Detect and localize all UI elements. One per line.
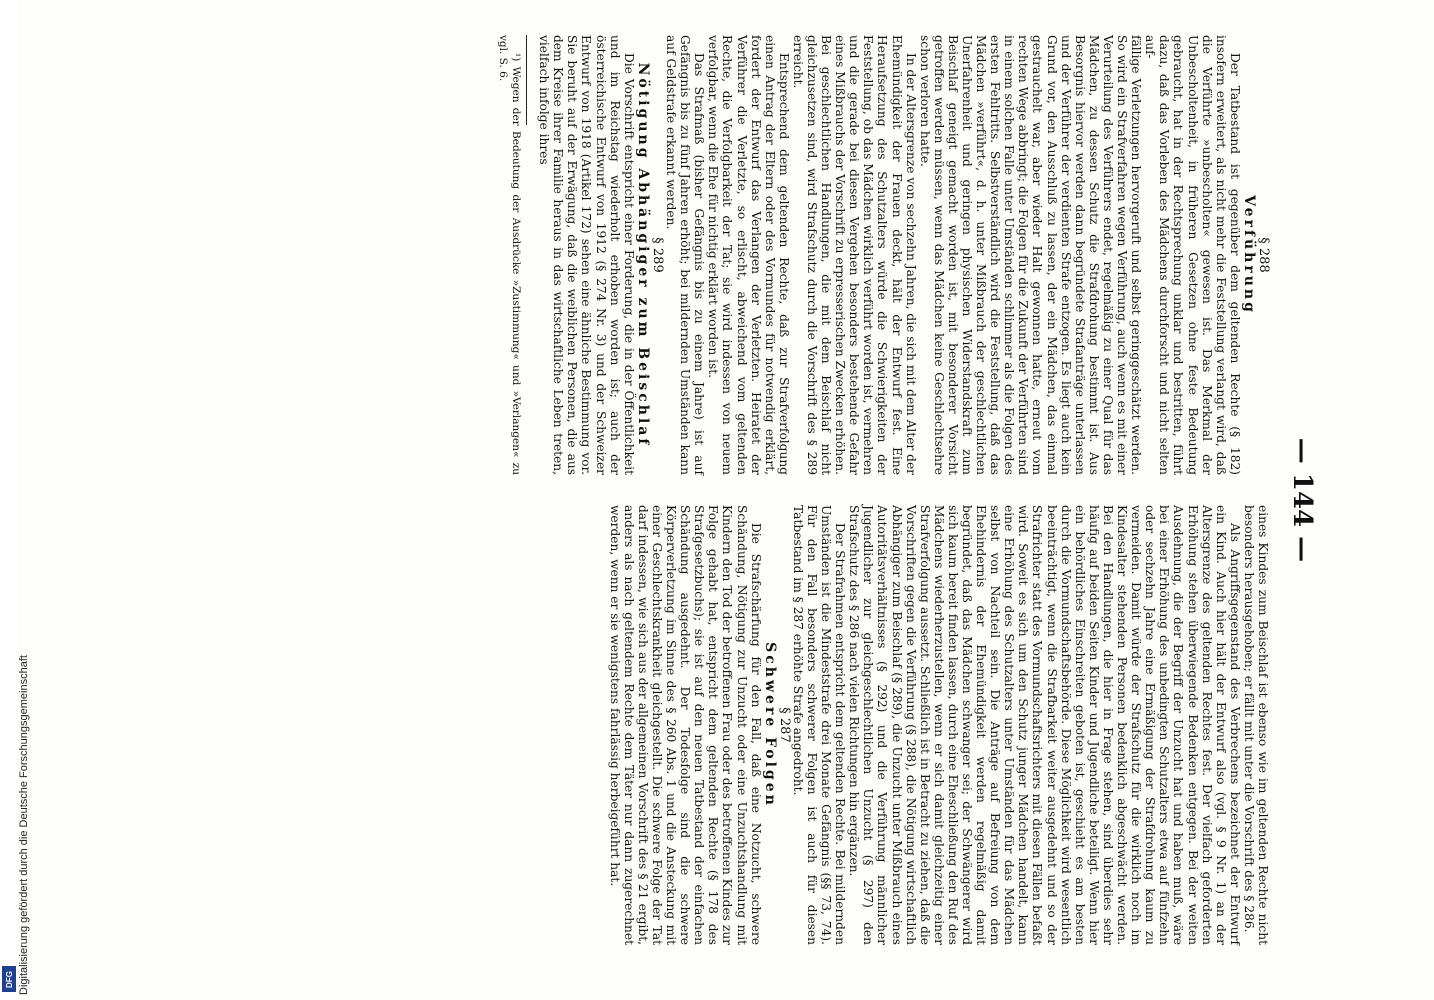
paragraph: Die Vorschrift entspricht einer Forderung, die in der Öffentlichkeit und im Reichstag wiederholt erhoben worden ist; auch der österreichische Entwurf von 1912 (§ 274 Nr. 3) und der Schweizer Entwurf von 1918 (Artikel 172) sehen eine ähnliche Bestimmung vor. Sie beruht auf der Erwägung, daß die weiblichen Personen, die aus dem Kreise ihrer Familie heraus in das wirtschaftliche Leben treten, vielfach infolge ihres xyxy=(537,35,636,475)
paragraph: fällige Verletzungen hervorgeruft und selbst geringgeschätzt werden. So wird ein Strafverfahren wegen Verführung, auch wenn es mit einer Verurteilung des Verführers endet, regelmäßig zu einer Qual für das Mädchen, zu dessen Schutz die Strafdrohung bestimmt ist. Aus Besorgnis hiervor werden dann begründete Strafanträge unterlassen und der Verführer der verdienten Strafe entzogen. Es liegt auch kein Grund vor, den Ausschluß zu lassen, der ein Mädchen, das einmal gestrauchelt war, aber wieder Halt gewonnen hatte, erneut vom rechten Wege abbringt; die Folgen für die Zukunft der Verführten sind in einem solchen Falle unter Umständen schlimmer als die Folgen des ersten Fehltritts. Selbstverständlich wird die Feststellung, daß das Mädchen »verführt«, d. h. unter Mißbrauch der geschlechtlichen Unerfahrenheit und geringen physischen Widerstandskraft zum Beischlaf geneigt gemacht worden ist, mit besonderer Vorsicht getroffen werden müssen, wenn das Mädchen keine Geschlechtsehre schon verloren hatte. xyxy=(917,35,1144,475)
page-number: — 144 — xyxy=(1287,437,1317,563)
dfg-logo-text: DFG xyxy=(4,970,14,988)
section-287-number: § 287 xyxy=(776,707,792,743)
section-289-number: § 289 xyxy=(649,237,665,273)
paragraph: Der Tatbestand ist gegenüber dem geltenden Rechte (§ 182) insofern erweitert, als nicht mehr die Feststellung verlangt wird, daß die Verführte »unbescholten« gewesen ist. Das Merkmal der Unbescholtenheit, in früheren Gesetzen ohne feste Bedeutung gebraucht, hat in der Rechtsprechung unklar und bestritten, führt dazu, daß das Vorleben des Mädchens durchforscht und nicht selten auf- xyxy=(1143,35,1242,475)
right-column xyxy=(608,505,1270,945)
section-288-title: Verführung xyxy=(1240,195,1257,315)
paragraph: Das Strafmaß (bisher Gefängnis bis zu einem Jahre) ist auf Gefängnis bis zu fünf Jahren erhöht; bei mildernden Umständen kann auf Geldstrafe erkannt werden. xyxy=(664,35,707,475)
paragraph: Der Strafrahmen entspricht dem geltenden Rechte. Bei mildernden Umständen ist die Mindeststrafe drei Monate Gefängnis (§§ 73, 74). Für den Fall besonders schwerer Folgen ist auch für diesen Tatbestand im § 287 erhöhte Strafe angedroht. xyxy=(790,505,848,945)
section-288-number: § 288 xyxy=(1256,237,1271,273)
digitization-credit: Digitalisierung gefördert durch die Deutsche Forschungsgemeinschaft xyxy=(18,655,30,995)
left-column xyxy=(496,35,1270,475)
paragraph: Als Angriffsgegenstand des Verbrechens bezeichnet der Entwurf ein Kind. Auch hier hält der Entwurf also (vgl. § 9 Nr. 1) an der Altersgrenze des geltenden Rechtes fest. Der vielfach geforderten Erhöhung stehen überwiegende Bedenken entgegen. Bei der weiten Ausdehnung, die der Begriff der Unzucht hat und haben muß, wäre bei einer Erhöhung des unbedingten Schutzalters etwa auf fünfzehn oder sechzehn Jahre eine Ermäßigung der Strafdrohung kaum zu vermeiden. Damit würde der Strafschutz für die wirklich noch im Kindesalter stehenden Personen bedenklich abgeschwächt werden. Bei den Handlungen, die hier in Frage stehen, sind überdies sehr häufig auf beiden Seiten Kinder und Jugendliche beteiligt. Wenn hier ein behördliches Einschreiten geboten ist, geschieht es am besten durch die Vormundschaftsbehörde. Diese Möglichkeit wird wesentlich beeinträchtigt, wenn die Strafbarkeit weiter ausgedehnt und so der Strafrichter statt des Vormundschaftsrichters mit diesen Fällen befaßt wird. Soweit es sich um den Schutz junger Mädchen handelt, kann eine Erhöhung des Schutzalters unter Umständen für das Mädchen selbst von Nachteil sein. Die Anträge auf Befreiung von dem Ehehindernis der Ehemündigkeit werden regelmäßig damit begründet, daß das Mädchen schwanger sei; der Schwängerer wird sich kaum bereit finden lassen, durch eine Eheschließung den Ruf des Mädchens wiederherzustellen, wenn er sich damit gleichzeitig einer Strafverfolgung aussetzt. Schließlich ist in Betracht zu ziehen, daß die Vorschriften gegen die Verführung (§ 288), die Nötigung wirtschaftlich Abhängiger zum Beischlaf (§ 289), die Unzucht unter Mißbrauch eines Autoritätsverhältnisses (§ 292) und die Verführung männlicher Jugendlicher zur gleichgeschlechtlichen Unzucht (§ 297) den Strafschutz des § 286 nach vielen Richtungen hin ergänzen. xyxy=(847,505,1242,945)
dfg-logo xyxy=(2,966,16,992)
paragraph: eines Kindes zum Beischlaf ist ebenso wie im geltenden Rechte nicht besonders herausgehoben; er fällt mit unter die Vorschrift des § 286. xyxy=(1241,505,1270,945)
footnote: ¹) Wegen der Bedeutung der Ausdrücke »Zustimmung« und »Verlangen« zu vgl. S. 6. xyxy=(497,35,523,475)
paragraph: Entsprechend dem geltenden Rechte, daß zur Strafverfolgung einen Antrag der Eltern oder des Vormundes für notwendig erklärt, fordert der Entwurf das Verlangen der Verletzten. Heiratet der Verführer die Verletzte, so erlischt, abweichend vom geltenden Rechte, die Verfolgbarkeit der Tat; sie wird indessen von neuem verfolgbar, wenn die Ehe für nichtig erklärt worden ist. xyxy=(706,35,791,475)
rotated-document-page xyxy=(130,35,1320,965)
section-289-title: Nötigung Abhängiger zum Beischlaf xyxy=(634,62,651,448)
paragraph: In der Altersgrenze von sechzehn Jahren, die sich mit dem Alter der Ehemündigkeit der Frauen deckt, hält der Entwurf fest. Eine Heraufsetzung des Schutzalters würde die Schwierigkeiten der Feststellung, ob das Mädchen wirklich verführt worden ist, vermehren und die gerade bei diesen Vergehen besonders bestehende Gefahr eines Mißbrauchs der Vorschrift zu erpresserischen Zwecken erhöhen. Bei geschlechtlichen Handlungen, die mit dem Beischlaf nicht gleichzusetzen sind, wird Strafschutz durch die Vorschrift des § 289 erreicht. xyxy=(790,35,918,475)
footnote-rule xyxy=(526,35,527,125)
credit-strip xyxy=(0,0,18,1000)
section-287-title: Schwere Folgen xyxy=(761,642,778,808)
paragraph: Die Strafschärfung für den Fall, daß eine Notzucht, schwere Schändung, Nötigung zur Unzucht oder eine Unzuchtshandlung mit Kindern den Tod der betroffenen Frau oder des betroffenen Kindes zur Folge gehabt hat, entspricht dem geltenden Rechte (§ 178 des Strafgesetzbuchs); sie ist auf den neuen Tatbestand der einfachen Schändung ausgedehnt. Der Todesfolge sind die schwere Körperverletzung im Sinne des § 260 Abs. 1 und die Ansteckung mit einer Geschlechtskrankheit gleichgestellt. Die schwere Folge der Tat darf indessen, wie sich aus der allgemeinen Vorschrift des § 21 ergibt, anders als nach geltendem Rechte dem Täter nur dann zugerechnet werden, wenn er sie wenigstens fahrlässig herbeigeführt hat. xyxy=(607,505,763,945)
